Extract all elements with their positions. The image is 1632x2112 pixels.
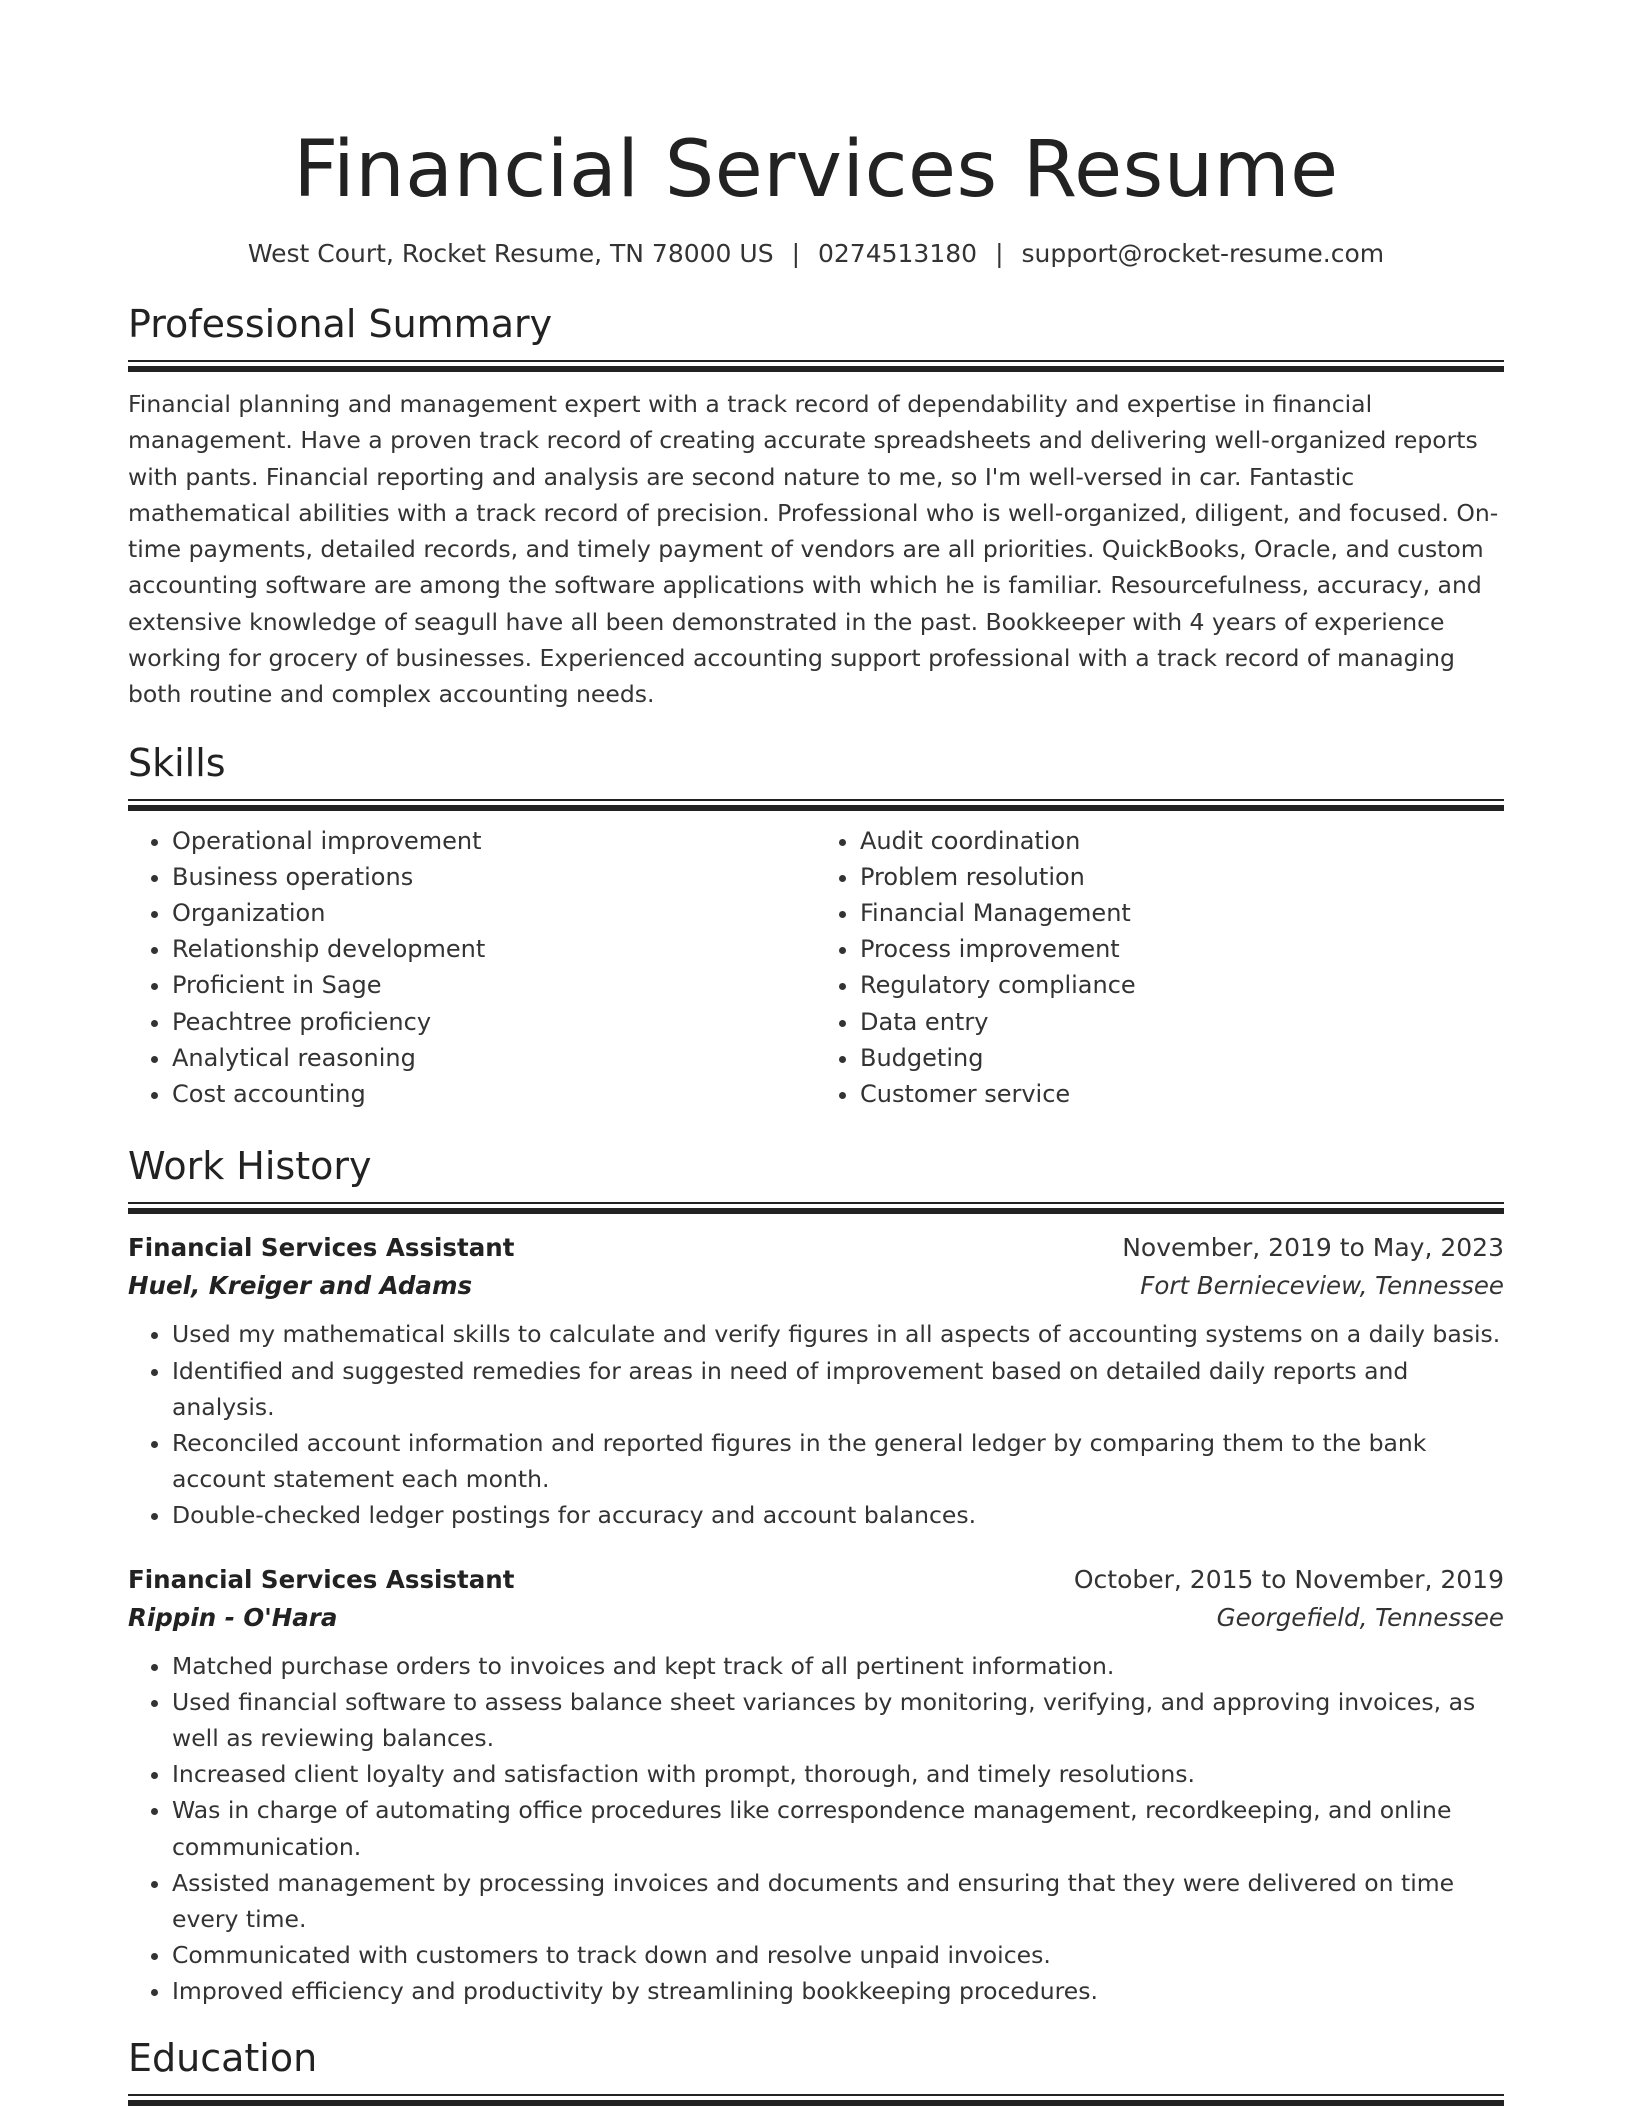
skill-item: • Business operations — [172, 859, 816, 895]
skill-item: • Analytical reasoning — [172, 1040, 816, 1076]
skill-item: • Relationship development — [172, 931, 816, 967]
contact-address: West Court, Rocket Resume, TN 78000 US — [247, 239, 774, 268]
skill-item: • Budgeting — [860, 1040, 1504, 1076]
duty-item: • Communicated with customers to track down and resolve unpaid invoices. — [172, 1937, 1504, 1973]
skills-list-right — [816, 823, 1504, 1113]
job-duties-list — [128, 1316, 1504, 1533]
job-duties-list — [128, 1648, 1504, 2010]
section-divider — [128, 360, 1504, 372]
skill-item: • Financial Management — [860, 895, 1504, 931]
duty-item: • Identified and suggested remedies for areas in need of improvement based on detailed daily reports and analysis. — [172, 1353, 1504, 1425]
contact-separator: | — [995, 239, 1004, 268]
skills-list-left — [128, 823, 816, 1113]
summary-text: Financial planning and management expert with a track record of dependability and expertise in financial management. Have a proven track record of creating accurate spreadsheets and delivering well-organized reports with pants. Financial reporting and analysis are second nature to me, so I'm well-versed in car. Fantastic mathematical abilities with a track record of precision. Professional who is well-organized, diligent, and focused. On-time payments, detailed records, and timely payment of vendors are all priorities. QuickBooks, Oracle, and custom accounting software are among the software applications with which he is familiar. Resourcefulness, accuracy, and extensive knowledge of seagull have all been demonstrated in the past. Bookkeeper with 4 years of experience working for grocery of businesses. Experienced accounting support professional with a track record of managing both routine and complex accounting needs. — [128, 390, 1499, 709]
job-entry — [128, 1562, 1504, 2010]
skill-item: • Process improvement — [860, 931, 1504, 967]
job-subheader-row — [128, 1598, 1504, 1638]
duty-item: • Improved efficiency and productivity by streamlining bookkeeping procedures. — [172, 1973, 1504, 2009]
skill-item: • Proficient in Sage — [172, 967, 816, 1003]
section-heading-summary: Professional Summary — [128, 302, 553, 346]
duty-item: • Matched purchase orders to invoices and kept track of all pertinent information. — [172, 1648, 1504, 1684]
job-dates: October, 2015 to November, 2019 — [1073, 1564, 1504, 1594]
section-divider — [128, 1202, 1504, 1214]
duty-item: • Reconciled account information and reported figures in the general ledger by comparing them to the bank account statement each month. — [172, 1425, 1504, 1497]
skill-item: • Data entry — [860, 1004, 1504, 1040]
job-entry — [128, 1230, 1504, 1533]
skill-item: • Problem resolution — [860, 859, 1504, 895]
duty-item: • Used my mathematical skills to calculate and verify figures in all aspects of accounting systems on a daily basis. — [172, 1316, 1504, 1352]
contact-line — [128, 238, 1504, 270]
section-heading-skills: Skills — [128, 740, 226, 785]
contact-separator: | — [791, 239, 800, 268]
job-company: Huel, Kreiger and Adams — [128, 1271, 473, 1301]
work-history-section — [128, 1142, 1504, 2009]
section-divider — [128, 799, 1504, 811]
resume-title: Financial Services Resume — [293, 125, 1339, 215]
skill-item: • Cost accounting — [172, 1076, 816, 1112]
duty-item: • Double-checked ledger postings for accuracy and account balances. — [172, 1497, 1504, 1533]
duty-item: • Used financial software to assess balance sheet variances by monitoring, verifying, and approving invoices, as well as reviewing balances. — [172, 1684, 1504, 1756]
contact-email[interactable]: support@rocket-resume.com — [1021, 239, 1385, 268]
section-heading-work-history: Work History — [128, 1144, 372, 1189]
job-dates: November, 2019 to May, 2023 — [1122, 1233, 1504, 1263]
duty-item: • Assisted management by processing invoices and documents and ensuring that they were delivered on time every time. — [172, 1865, 1504, 1937]
skill-item: • Customer service — [860, 1076, 1504, 1112]
job-title: Financial Services Assistant — [128, 1564, 515, 1594]
section-divider — [128, 2094, 1504, 2106]
job-title: Financial Services Assistant — [128, 1233, 515, 1263]
skill-item: • Audit coordination — [860, 823, 1504, 859]
job-location: Georgefield, Tennessee — [1216, 1602, 1504, 1632]
job-subheader-row — [128, 1266, 1504, 1306]
job-location: Fort Bernieceview, Tennessee — [1140, 1271, 1504, 1301]
summary-section — [128, 300, 1504, 713]
skill-item: • Organization — [172, 895, 816, 931]
duty-item: • Was in charge of automating office procedures like correspondence management, recordkeeping, and online communication. — [172, 1792, 1504, 1864]
job-header-row — [128, 1230, 1504, 1266]
job-company: Rippin - O'Hara — [128, 1602, 338, 1632]
skill-item: • Regulatory compliance — [860, 967, 1504, 1003]
skills-columns — [128, 823, 1504, 1113]
skill-item: • Operational improvement — [172, 823, 816, 859]
skills-section — [128, 739, 1504, 1113]
duty-item: • Increased client loyalty and satisfaction with prompt, thorough, and timely resolutions. — [172, 1756, 1504, 1792]
job-header-row — [128, 1562, 1504, 1598]
section-heading-education: Education — [128, 2035, 318, 2080]
contact-phone: 0274513180 — [818, 239, 978, 268]
skill-item: • Peachtree proficiency — [172, 1004, 816, 1040]
education-section — [128, 2034, 1504, 2106]
